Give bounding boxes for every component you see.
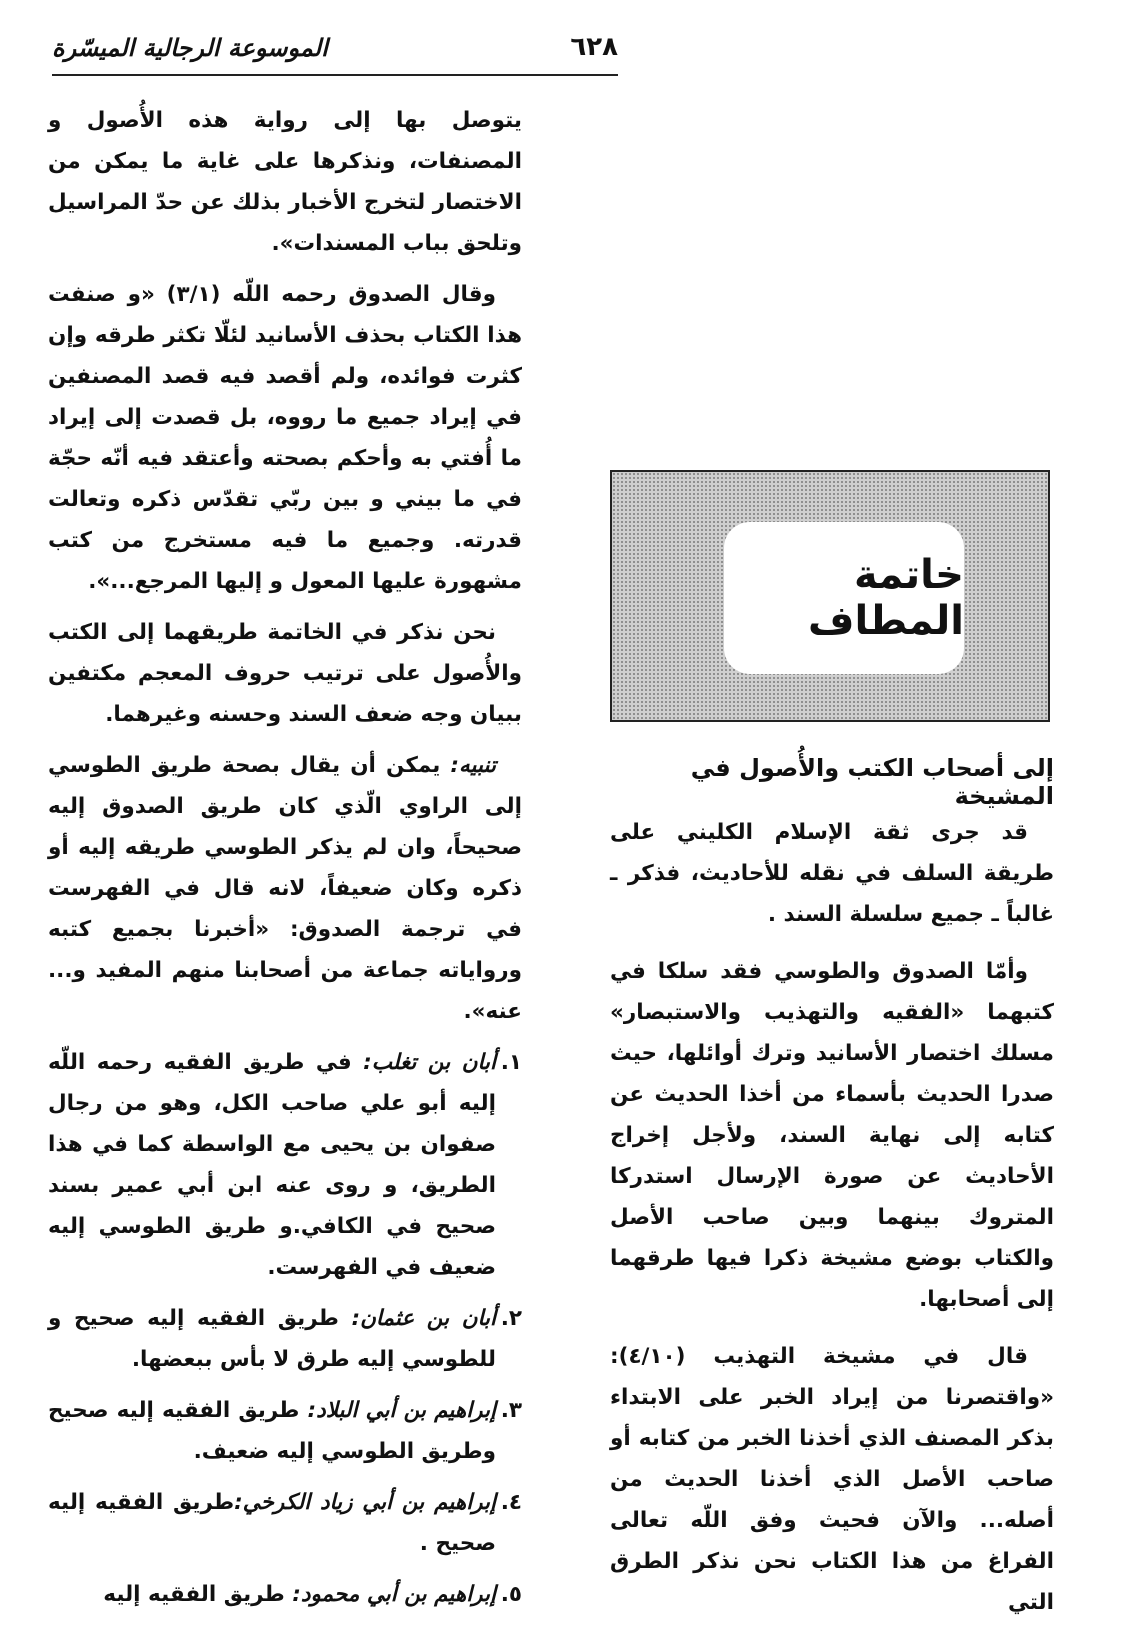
entry-text: طريق الفقيه إليه bbox=[103, 1582, 293, 1607]
entry-text: طريق الفقيه إليه صحيح و للطوسي إليه طرق لا بأس ببعضها. bbox=[48, 1306, 496, 1372]
entry-number: ٥. bbox=[500, 1582, 522, 1607]
left-column bbox=[48, 100, 522, 1625]
entry-number: ٣. bbox=[500, 1398, 523, 1423]
list-item bbox=[48, 1042, 522, 1288]
paragraph: وقال الصدوق رحمه اللّه (٣/١) «و صنفت هذا الكتاب بحذف الأسانيد لئلّا تكثر طرقه وإن كثرت فوائده، ولم أقصد فيه قصد المصنفين في إيراد جميع ما رووه، بل قصدت إلى إيراد ما أُفتي به وأحكم بصحته وأعتقد فيه أنّه حجّة في ما بيني و بين ربّي تقدّس ذكره وتعالت قدرته. وجميع ما فيه مستخرج من كتب مشهورة عليها المعول و إليها المرجع...». bbox=[48, 282, 522, 594]
narrator-list bbox=[48, 1042, 522, 1615]
chapter-banner bbox=[610, 470, 1050, 722]
right-column bbox=[610, 100, 1054, 1615]
list-item bbox=[48, 1298, 522, 1380]
list-item bbox=[48, 1390, 522, 1472]
banner-label-box bbox=[724, 522, 964, 674]
paragraph: قال في مشيخة التهذيب (٤/١٠): «واقتصرنا من إيراد الخبر على الابتداء بذكر المصنف الذي أخذنا الخبر من كتابه أو صاحب الأصل الذي أخذنا الحديث من أصله... والآن فحيث وفق اللّه تعالى الفراغ من هذا الكتاب نحن نذكر الطرق التي bbox=[610, 1344, 1054, 1615]
entry-number: ٢. bbox=[500, 1306, 523, 1331]
entry-name: أبان بن عثمان: bbox=[351, 1306, 497, 1331]
paragraph: نحن نذكر في الخاتمة طريقهما إلى الكتب والأُصول على ترتيب حروف المعجم مكتفين ببيان وجه ضعف السند وحسنه وغيرهما. bbox=[48, 620, 522, 727]
entry-text: في طريق الفقيه رحمه اللّه إليه أبو علي صاحب الكل، وهو من رجال صفوان بن يحيى مع الواسطة كما في هذا الطريق، و روى عنه ابن أبي عمير بسند صحيح في الكافي.و طريق الطوسي إليه ضعيف في الفهرست. bbox=[48, 1050, 496, 1280]
entry-name: أبان بن تغلب: bbox=[363, 1050, 496, 1075]
entry-name: إبراهيم بن أبي محمود: bbox=[292, 1582, 496, 1607]
section-heading: إلى أصحاب الكتب والأُصول في المشيخة bbox=[690, 754, 1054, 810]
page-number: ٦٢٨ bbox=[570, 32, 618, 62]
note-paragraph bbox=[48, 745, 522, 1032]
entry-number: ١. bbox=[500, 1050, 522, 1075]
list-item bbox=[48, 1574, 522, 1615]
note-text: يمكن أن يقال بصحة طريق الطوسي إلى الراوي الّذي كان طريق الصدوق إليه صحيحاً، وان لم يذكر الطوسي طريقه إليه أو ذكره وكان ضعيفاً، لانه قال في الفهرست في ترجمة الصدوق: «أخبرنا بجميع كتبه ورواياته جماعة من أصحابنا منهم المفيد و... عنه». bbox=[48, 753, 522, 1024]
note-label: تنبيه: bbox=[450, 753, 496, 778]
page-header bbox=[52, 28, 618, 76]
entry-text: طريق الفقيه إليه صحيح وطريق الطوسي إليه ضعيف. bbox=[48, 1398, 496, 1464]
paragraph: قد جرى ثقة الإسلام الكليني على طريقة السلف في نقله للأحاديث، فذكر ـ غالباً ـ جميع سلسلة السند . bbox=[610, 820, 1054, 927]
banner-title: خاتمة المطاف bbox=[808, 552, 964, 644]
running-title: الموسوعة الرجالية الميسّرة bbox=[52, 34, 328, 62]
paragraph: وأمّا الصدوق والطوسي فقد سلكا في كتبهما «الفقيه والتهذيب والاستبصار» مسلك اختصار الأسانيد وترك أوائلها، حيث صدرا الحديث بأسماء من أخذا الحديث عن كتابه إلى نهاية السند، ولأجل إخراج الأحاديث عن صورة الإرسال استدركا المتروك بينهما وبين صاحب الأصل والكتاب بوضع مشيخة ذكرا فيها طرقهما إلى أصحابها. bbox=[610, 959, 1054, 1312]
list-item bbox=[48, 1482, 522, 1564]
entry-text: طريق الفقيه إليه صحيح . bbox=[48, 1490, 496, 1556]
right-text-block bbox=[610, 812, 1054, 1639]
entry-name: إبراهيم بن أبي البلاد: bbox=[307, 1398, 497, 1423]
entry-number: ٤. bbox=[500, 1490, 522, 1515]
entry-name: إبراهيم بن أبي زياد الكرخي: bbox=[234, 1490, 496, 1515]
paragraph: يتوصل بها إلى رواية هذه الأُصول و المصنفات، ونذكرها على غاية ما يمكن من الاختصار لتخرج الأخبار بذلك عن حدّ المراسيل وتلحق بباب المسندات». bbox=[48, 108, 522, 256]
